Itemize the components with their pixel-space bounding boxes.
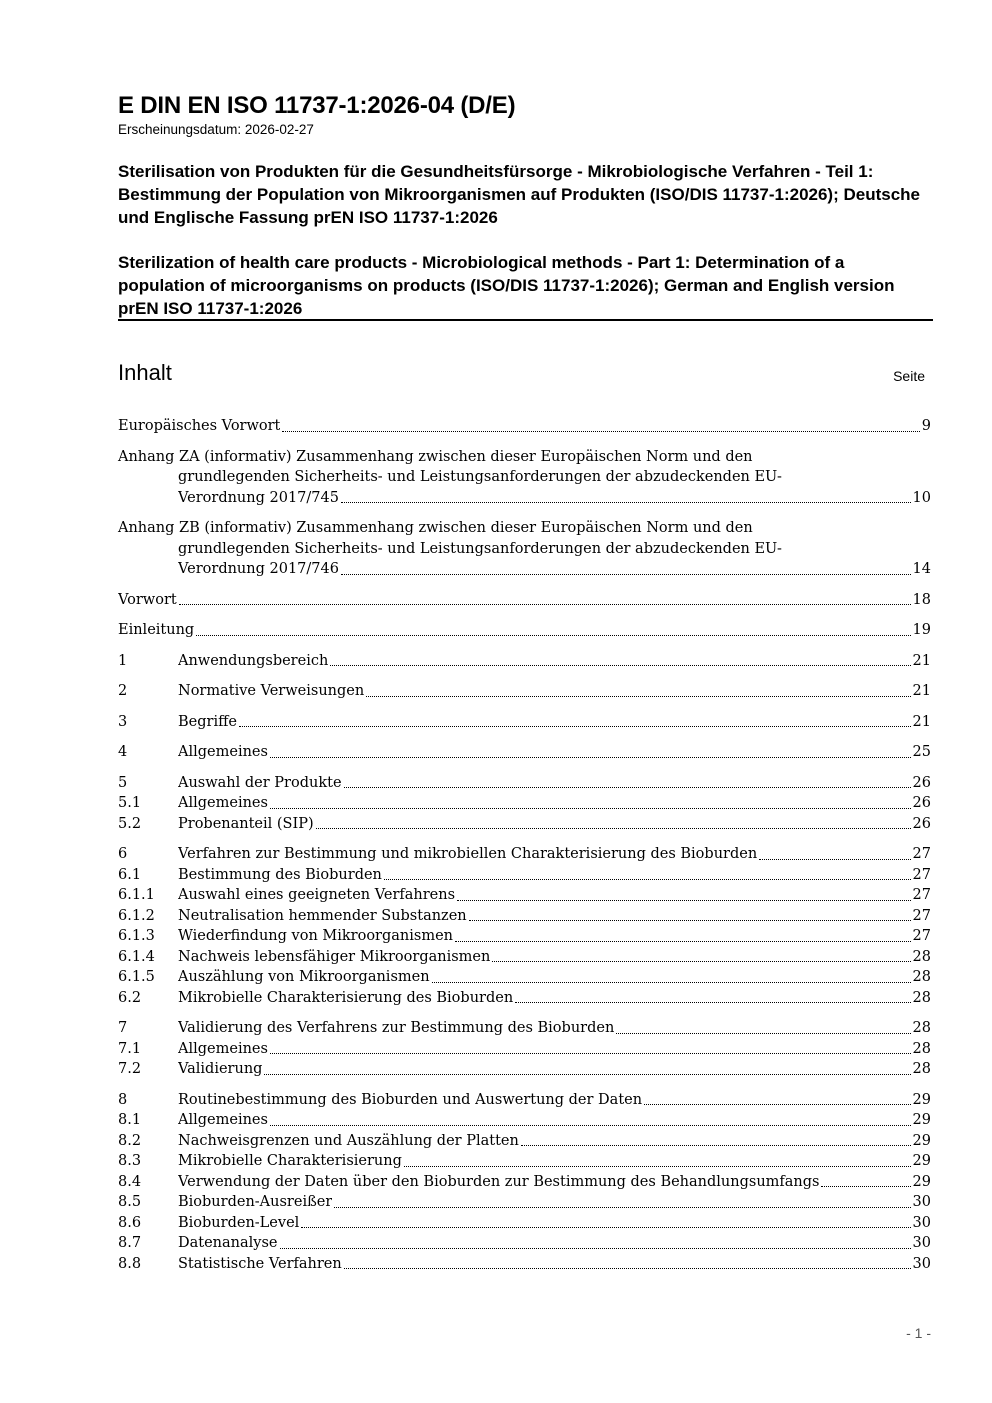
toc-entry-page: 30: [912, 1194, 931, 1210]
toc-entry-number: 6.1: [118, 866, 142, 883]
toc-entry-number: 2: [118, 683, 128, 699]
toc-entry-section[interactable]: [118, 773, 931, 794]
toc-entry-label: Verwendung der Daten über den Bioburden zur Bestimmung des Behandlungsumfangs: [178, 1173, 820, 1190]
toc-entry-label: Routinebestimmung des Bioburden und Auswertung der Daten: [178, 1091, 643, 1108]
toc-leader-dots: [432, 982, 911, 983]
toc-annex-line: grundlegenden Sicherheits- und Leistungsanforderungen der abzudeckenden EU-: [178, 540, 782, 557]
toc-group-foreword-eu: [118, 416, 931, 437]
toc-entry-subsection[interactable]: [118, 1192, 931, 1213]
toc-entry-number: 5: [118, 774, 128, 791]
toc-entry-page: 26: [912, 795, 931, 811]
toc-group-section-3: [118, 712, 931, 733]
toc-entry-subsection[interactable]: [118, 1233, 931, 1254]
toc-entry-subsection[interactable]: [118, 947, 931, 968]
toc-entry-label: Anwendungsbereich: [178, 652, 329, 669]
toc-leader-dots: [196, 635, 910, 636]
toc-group-foreword: [118, 590, 931, 611]
toc-entry-number: 8.1: [118, 1112, 142, 1128]
toc-entry-page: 27: [912, 887, 931, 903]
toc-leader-dots: [366, 696, 910, 697]
toc-entry-subsection[interactable]: [118, 967, 931, 988]
toc-entry-number: 6.1.3: [118, 928, 155, 944]
toc-annex-line: Anhang ZA (informativ) Zusammenhang zwischen dieser Europäischen Norm und den: [118, 448, 753, 465]
toc-entry-page: 30: [912, 1235, 931, 1251]
toc-entry-label: Begriffe: [178, 713, 237, 730]
toc-entry-page: 27: [912, 866, 931, 883]
toc-entry-page: 27: [912, 928, 931, 944]
toc-entry-page: 14: [912, 561, 931, 577]
toc-leader-dots: [344, 1268, 911, 1269]
toc-leader-dots: [282, 431, 919, 432]
toc-group-section-1: [118, 651, 931, 672]
toc-entry-label: Validierung: [178, 1061, 263, 1077]
toc-entry-number: 7.1: [118, 1040, 142, 1057]
toc-entry-subsection[interactable]: [118, 885, 931, 906]
toc-leader-dots: [280, 1248, 911, 1249]
toc-entry-number: 6.1.5: [118, 969, 155, 985]
toc-entry-label: Datenanalyse: [178, 1235, 278, 1251]
toc-leader-dots: [515, 1002, 910, 1003]
toc-leader-dots: [270, 757, 911, 758]
toc-entry-european-foreword[interactable]: [118, 416, 931, 437]
toc-leader-dots: [330, 665, 910, 666]
toc-entry-subsection[interactable]: [118, 1213, 931, 1234]
toc-annex-last-line: [118, 488, 931, 509]
toc-entry-page: 30: [912, 1214, 931, 1231]
toc-entry-page: 26: [912, 815, 931, 832]
toc-entry-label: Bioburden-Level: [178, 1214, 300, 1231]
toc-group-section-7: [118, 1018, 931, 1080]
toc-leader-dots: [384, 879, 911, 880]
toc-leader-dots: [404, 1166, 911, 1167]
toc-entry-label: Bestimmung des Bioburden: [178, 866, 382, 883]
toc-entry-number: 6.1.1: [118, 887, 155, 903]
toc-entry-section[interactable]: [118, 844, 931, 865]
toc-entry-label: Nachweisgrenzen und Auszählung der Platten: [178, 1132, 519, 1149]
toc-entry-number: 7: [118, 1020, 128, 1036]
toc-entry-page: 27: [912, 907, 931, 924]
toc-entry-subsection[interactable]: [118, 1110, 931, 1131]
toc-entry-number: 8.2: [118, 1132, 142, 1149]
toc-entry-page: 21: [912, 683, 931, 699]
toc-leader-dots: [457, 900, 911, 901]
toc-entry-page: 19: [912, 622, 931, 638]
toc-entry-number: 6.1.4: [118, 948, 155, 965]
toc-entry-section[interactable]: [118, 1090, 931, 1111]
page-number: - 1 -: [906, 1325, 931, 1341]
toc-entry-number: 4: [118, 744, 128, 760]
toc-entry-subsection[interactable]: [118, 793, 931, 814]
toc-entry-page: 10: [912, 489, 931, 506]
toc-leader-dots: [521, 1145, 911, 1146]
toc-leader-dots: [644, 1104, 910, 1105]
toc-entry-number: 8: [118, 1091, 128, 1108]
toc-entry-subsection[interactable]: [118, 1172, 931, 1193]
toc-entry-label: Verordnung 2017/745: [178, 489, 339, 506]
toc-entry-section[interactable]: [118, 712, 931, 733]
toc-entry-subsection[interactable]: [118, 988, 931, 1009]
toc-entry-annex-za[interactable]: [118, 447, 931, 509]
toc-entry-label: Allgemeines: [178, 744, 268, 760]
toc-entry-foreword[interactable]: [118, 590, 931, 611]
toc-entry-label: Bioburden-Ausreißer: [178, 1194, 333, 1210]
toc-annex-last-line: [118, 559, 931, 580]
toc-entry-page: 28: [912, 948, 931, 965]
toc-entry-number: 8.6: [118, 1214, 142, 1231]
toc-entry-page: 28: [912, 969, 931, 985]
toc-entry-section[interactable]: [118, 1018, 931, 1039]
toc-entry-label: Mikrobielle Charakterisierung des Bioburden: [178, 989, 514, 1006]
toc-entry-page: 30: [912, 1255, 931, 1272]
toc-entry-number: 8.7: [118, 1235, 142, 1251]
toc-page-column-label: Seite: [893, 368, 925, 384]
toc-heading: Inhalt: [118, 360, 172, 385]
toc-leader-dots: [821, 1186, 910, 1187]
toc-entry-page: 28: [912, 1061, 931, 1077]
toc-entry-label: Probenanteil (SIP): [178, 815, 314, 832]
toc-leader-dots: [270, 808, 911, 809]
toc-entry-label: Einleitung: [118, 622, 195, 638]
toc-entry-label: Auswahl eines geeigneten Verfahrens: [178, 887, 456, 903]
toc-entry-subsection[interactable]: [118, 926, 931, 947]
toc-entry-number: 6: [118, 846, 128, 862]
toc-entry-page: 29: [912, 1091, 931, 1108]
toc-entry-page: 29: [912, 1112, 931, 1128]
toc-entry-page: 29: [912, 1173, 931, 1190]
title-german: Sterilisation von Produkten für die Gesundheitsfürsorge - Mikrobiologische Verfahren - Teil 1: Bestimmung der Population von Mikroorganismen auf Produkten (ISO/DIS 11737-1:2026); Deutsche und Englische Fassung prEN ISO 11737-1:2026: [118, 162, 921, 227]
toc-entry-number: 3: [118, 713, 128, 730]
toc-annex-line: Anhang ZB (informativ) Zusammenhang zwischen dieser Europäischen Norm und den: [118, 520, 753, 536]
toc-entry-page: 28: [912, 1020, 931, 1036]
toc-entry-label: Auszählung von Mikroorganismen: [178, 969, 430, 985]
toc-entry-section[interactable]: [118, 651, 931, 672]
toc-entry-label: Mikrobielle Charakterisierung: [178, 1153, 402, 1169]
toc-group-section-8: [118, 1090, 931, 1275]
toc-entry-number: 1: [118, 652, 128, 669]
toc-group-section-6: [118, 844, 931, 1008]
toc-leader-dots: [341, 574, 911, 575]
toc-entry-section[interactable]: [118, 681, 931, 702]
toc-entry-subsection[interactable]: [118, 814, 931, 835]
toc-entry-page: 27: [912, 846, 931, 862]
toc-entry-number: 6.1.2: [118, 907, 155, 924]
toc-leader-dots: [301, 1227, 910, 1228]
toc-group-section-2: [118, 681, 931, 702]
toc-entry-label: Verordnung 2017/746: [178, 561, 339, 577]
toc-entry-subsection[interactable]: [118, 865, 931, 886]
publication-date: Erscheinungsdatum: 2026-02-27: [118, 122, 314, 137]
toc-entry-label: Europäisches Vorwort: [118, 418, 281, 434]
toc-entry-label: Statistische Verfahren: [178, 1255, 342, 1272]
toc-leader-dots: [316, 828, 911, 829]
toc-entry-section[interactable]: [118, 742, 931, 763]
toc-entry-page: 29: [912, 1132, 931, 1149]
toc-entry-number: 8.3: [118, 1153, 142, 1169]
toc-leader-dots: [179, 604, 911, 605]
toc-entry-label: Nachweis lebensfähiger Mikroorganismen: [178, 948, 491, 965]
toc-leader-dots: [492, 961, 910, 962]
toc-entry-page: 29: [912, 1153, 931, 1169]
toc-annex-line: grundlegenden Sicherheits- und Leistungsanforderungen der abzudeckenden EU-: [178, 469, 782, 485]
toc-entry-page: 26: [912, 774, 931, 791]
toc-entry-number: 8.8: [118, 1255, 142, 1272]
toc-entry-page: 9: [921, 418, 931, 434]
toc-leader-dots: [239, 726, 911, 727]
toc-entry-label: Neutralisation hemmender Substanzen: [178, 907, 467, 924]
toc-entry-page: 28: [912, 1040, 931, 1057]
toc-leader-dots: [759, 859, 910, 860]
toc-entry-subsection[interactable]: [118, 1059, 931, 1080]
toc-entry-label: Allgemeines: [178, 1112, 268, 1128]
toc-leader-dots: [616, 1033, 910, 1034]
toc-entry-subsection[interactable]: [118, 1254, 931, 1275]
title-english: Sterilization of health care products - Microbiological methods - Part 1: Determination of a population of microorganisms on products (ISO/DIS 11737-1:2026); German and English version prEN ISO 11737-1:2026: [118, 253, 895, 318]
toc-leader-dots: [455, 941, 911, 942]
toc-entry-page: 21: [912, 652, 931, 669]
toc-entry-introduction[interactable]: [118, 620, 931, 641]
toc-entry-label: Auswahl der Produkte: [178, 774, 342, 791]
toc-entry-subsection[interactable]: [118, 1039, 931, 1060]
toc-entry-subsection[interactable]: [118, 1131, 931, 1152]
document-number: E DIN EN ISO 11737-1:2026-04 (D/E): [118, 92, 516, 119]
toc-entry-label: Verfahren zur Bestimmung und mikrobiellen Charakterisierung des Bioburden: [178, 846, 758, 862]
toc-entry-page: 21: [912, 713, 931, 730]
toc-entry-label: Wiederfindung von Mikroorganismen: [178, 928, 453, 944]
toc-entry-number: 8.5: [118, 1194, 142, 1210]
toc-leader-dots: [344, 787, 911, 788]
toc-entry-subsection[interactable]: [118, 1151, 931, 1172]
toc-group-section-5: [118, 773, 931, 835]
toc-leader-dots: [341, 502, 911, 503]
toc-group-introduction: [118, 620, 931, 641]
toc-leader-dots: [270, 1053, 911, 1054]
toc-entry-annex-zb[interactable]: [118, 518, 931, 580]
table-of-contents: [118, 416, 931, 1284]
toc-entry-page: 25: [912, 744, 931, 760]
toc-entry-label: Vorwort: [118, 591, 177, 608]
toc-entry-label: Normative Verweisungen: [178, 683, 365, 699]
toc-entry-label: Validierung des Verfahrens zur Bestimmung des Bioburden: [178, 1020, 615, 1036]
toc-entry-number: 5.2: [118, 815, 142, 832]
toc-leader-dots: [469, 920, 911, 921]
title-divider: [118, 319, 933, 321]
toc-entry-number: 7.2: [118, 1061, 142, 1077]
toc-entry-page: 18: [912, 591, 931, 608]
toc-entry-label: Allgemeines: [178, 1040, 268, 1057]
toc-entry-label: Allgemeines: [178, 795, 268, 811]
toc-group-section-4: [118, 742, 931, 763]
toc-entry-page: 28: [912, 989, 931, 1006]
toc-entry-number: 8.4: [118, 1173, 142, 1190]
toc-leader-dots: [270, 1125, 911, 1126]
toc-entry-number: 5.1: [118, 795, 142, 811]
toc-leader-dots: [264, 1074, 910, 1075]
toc-entry-number: 6.2: [118, 989, 142, 1006]
toc-entry-subsection[interactable]: [118, 906, 931, 927]
toc-leader-dots: [334, 1207, 910, 1208]
